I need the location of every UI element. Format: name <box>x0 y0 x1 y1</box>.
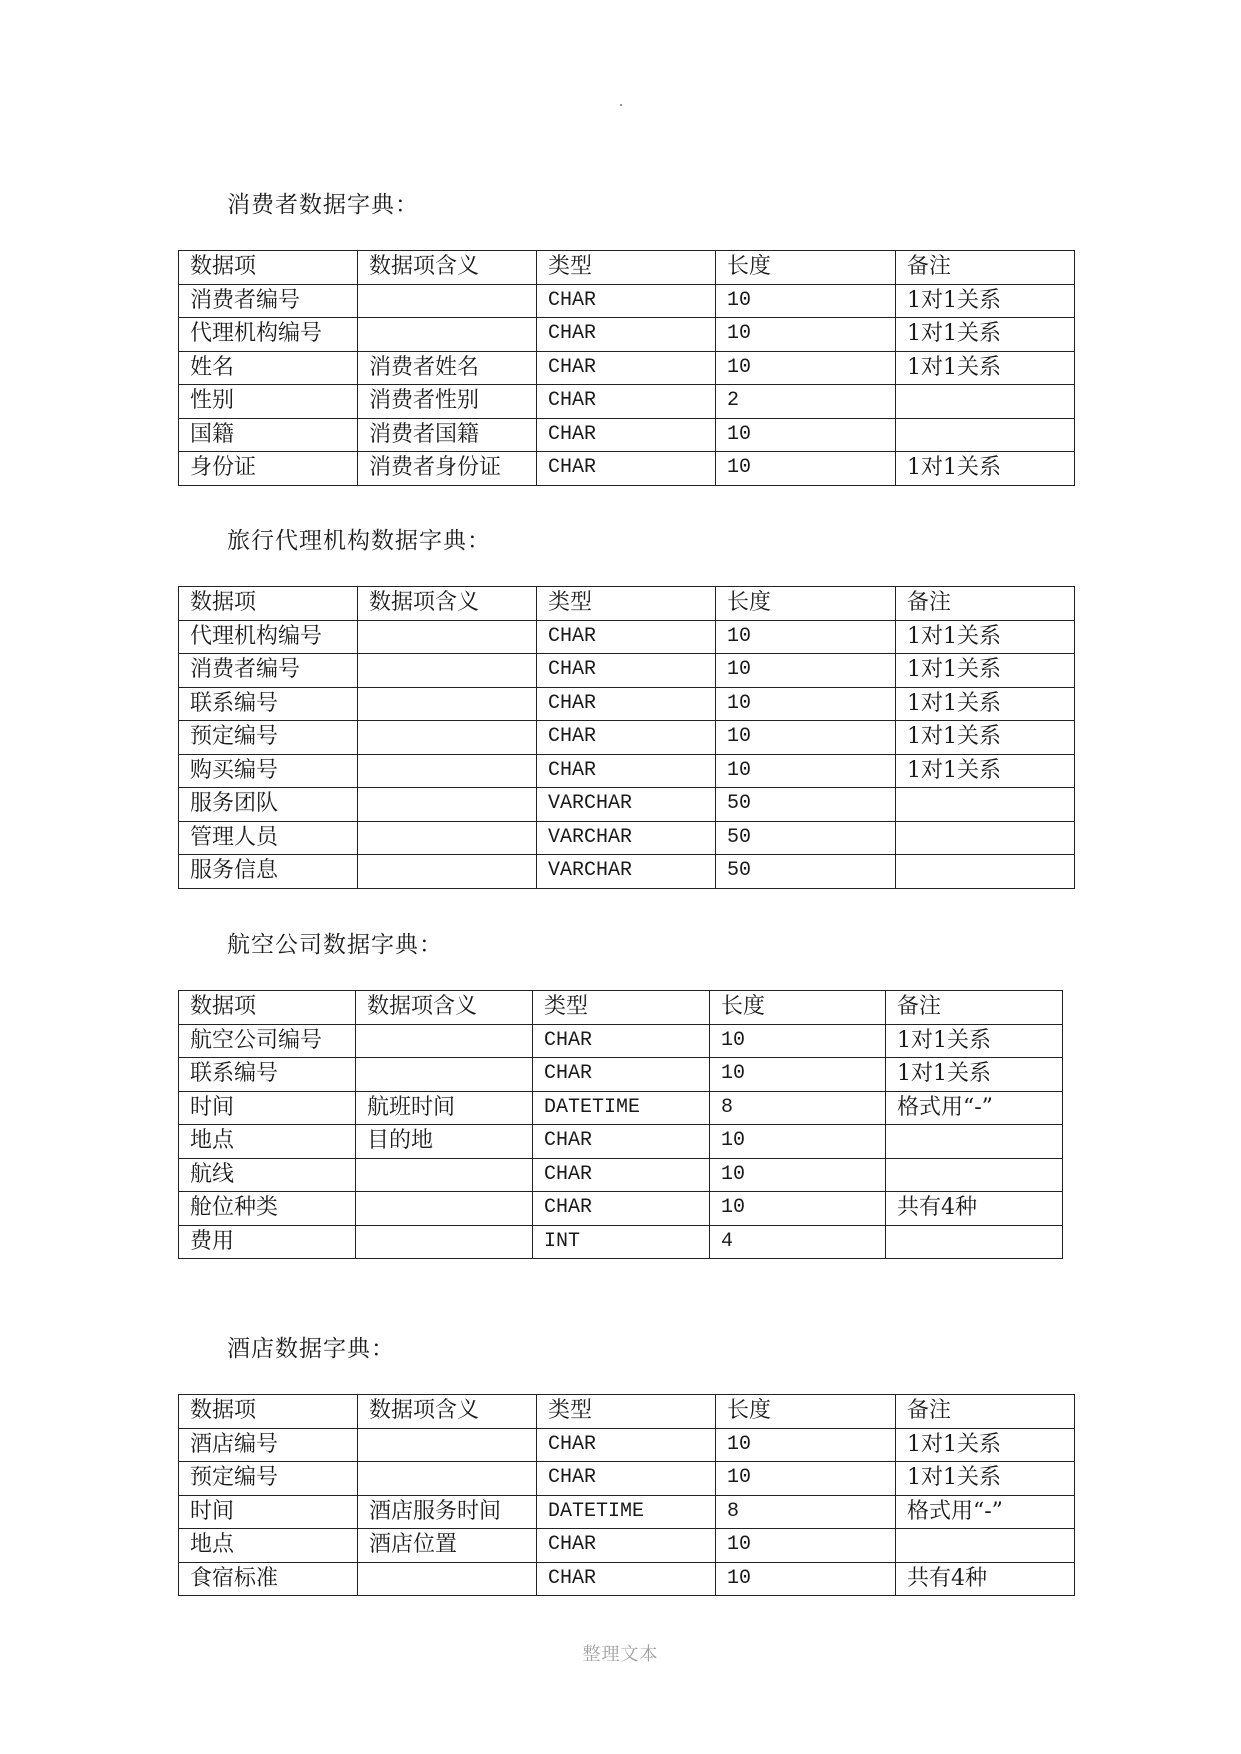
header-cell-item: 数据项 <box>179 587 358 621</box>
cell-meaning: 消费者国籍 <box>358 418 537 452</box>
cell-remark: 共有4种 <box>886 1192 1063 1226</box>
cell-meaning: 消费者姓名 <box>358 351 537 385</box>
table-row <box>179 284 1075 318</box>
table-header-row <box>179 587 1075 621</box>
table-row <box>179 721 1075 755</box>
cell-remark: 1对1关系 <box>896 754 1075 788</box>
header-cell-item: 数据项 <box>179 251 358 285</box>
cell-type: CHAR <box>537 721 716 755</box>
cell-item: 消费者编号 <box>179 654 358 688</box>
table-header-row <box>179 251 1075 285</box>
table-row <box>179 788 1075 822</box>
cell-remark <box>896 418 1075 452</box>
table-row <box>179 1428 1075 1462</box>
table-row <box>179 1225 1063 1259</box>
table-row <box>179 1158 1063 1192</box>
table-row <box>179 754 1075 788</box>
cell-remark: 1对1关系 <box>886 1024 1063 1058</box>
cell-meaning: 酒店位置 <box>358 1529 537 1563</box>
cell-type: DATETIME <box>533 1091 710 1125</box>
cell-remark: 1对1关系 <box>896 620 1075 654</box>
section-heading-travel-agency: 旅行代理机构数据字典： <box>227 528 491 554</box>
cell-item: 地点 <box>179 1125 356 1159</box>
cell-remark: 1对1关系 <box>896 654 1075 688</box>
cell-length: 10 <box>710 1125 886 1159</box>
cell-length: 10 <box>716 754 896 788</box>
cell-remark: 1对1关系 <box>896 1462 1075 1496</box>
table-consumer-dictionary <box>178 250 1075 486</box>
cell-item: 航线 <box>179 1158 356 1192</box>
cell-type: CHAR <box>537 418 716 452</box>
cell-meaning <box>356 1058 533 1092</box>
cell-type: CHAR <box>537 318 716 352</box>
cell-item: 预定编号 <box>179 1462 358 1496</box>
table-row <box>179 1562 1075 1596</box>
cell-length: 10 <box>710 1058 886 1092</box>
cell-length: 10 <box>710 1024 886 1058</box>
header-cell-item: 数据项 <box>179 991 356 1025</box>
cell-length: 10 <box>716 1462 896 1496</box>
cell-type: INT <box>533 1225 710 1259</box>
cell-item: 服务团队 <box>179 788 358 822</box>
table-row <box>179 1529 1075 1563</box>
cell-length: 10 <box>716 351 896 385</box>
cell-meaning <box>356 1192 533 1226</box>
cell-remark: 1对1关系 <box>896 721 1075 755</box>
cell-type: CHAR <box>537 1562 716 1596</box>
cell-remark: 共有4种 <box>896 1562 1075 1596</box>
cell-length: 10 <box>716 1529 896 1563</box>
cell-type: CHAR <box>537 385 716 419</box>
table-row <box>179 687 1075 721</box>
cell-length: 10 <box>716 418 896 452</box>
cell-type: CHAR <box>537 1462 716 1496</box>
table-hotel-dictionary <box>178 1394 1075 1596</box>
cell-item: 性别 <box>179 385 358 419</box>
cell-meaning <box>358 687 537 721</box>
cell-item: 时间 <box>179 1091 356 1125</box>
cell-length: 10 <box>716 687 896 721</box>
cell-remark <box>896 385 1075 419</box>
cell-type: CHAR <box>537 1529 716 1563</box>
cell-remark <box>896 855 1075 889</box>
header-cell-remark: 备注 <box>896 251 1075 285</box>
cell-length: 10 <box>716 452 896 486</box>
table-row <box>179 1125 1063 1159</box>
table-row <box>179 1091 1063 1125</box>
cell-item: 管理人员 <box>179 821 358 855</box>
table-row <box>179 1192 1063 1226</box>
cell-type: CHAR <box>537 687 716 721</box>
table-row <box>179 654 1075 688</box>
table-travel-agency-dictionary <box>178 586 1075 889</box>
cell-remark: 1对1关系 <box>886 1058 1063 1092</box>
cell-item: 身份证 <box>179 452 358 486</box>
cell-meaning <box>358 1462 537 1496</box>
cell-type: CHAR <box>537 620 716 654</box>
cell-meaning <box>356 1024 533 1058</box>
cell-item: 消费者编号 <box>179 284 358 318</box>
cell-meaning: 酒店服务时间 <box>358 1495 537 1529</box>
cell-meaning <box>356 1225 533 1259</box>
cell-item: 航空公司编号 <box>179 1024 356 1058</box>
cell-item: 服务信息 <box>179 855 358 889</box>
cell-meaning <box>358 754 537 788</box>
table-row <box>179 855 1075 889</box>
cell-item: 食宿标准 <box>179 1562 358 1596</box>
header-cell-remark: 备注 <box>896 1395 1075 1429</box>
cell-meaning <box>358 284 537 318</box>
cell-remark: 1对1关系 <box>896 318 1075 352</box>
page-footer: 整理文本 <box>582 1644 659 1665</box>
header-cell-length: 长度 <box>716 251 896 285</box>
cell-remark: 1对1关系 <box>896 351 1075 385</box>
cell-meaning <box>358 318 537 352</box>
section-heading-airline: 航空公司数据字典： <box>227 932 443 958</box>
cell-item: 地点 <box>179 1529 358 1563</box>
cell-remark <box>896 1529 1075 1563</box>
cell-type: CHAR <box>537 452 716 486</box>
cell-meaning: 目的地 <box>356 1125 533 1159</box>
cell-length: 10 <box>716 721 896 755</box>
cell-type: CHAR <box>537 1428 716 1462</box>
cell-length: 2 <box>716 385 896 419</box>
header-cell-type: 类型 <box>537 587 716 621</box>
table-row <box>179 1462 1075 1496</box>
cell-meaning <box>358 855 537 889</box>
cell-meaning <box>358 620 537 654</box>
table-row <box>179 318 1075 352</box>
cell-meaning: 航班时间 <box>356 1091 533 1125</box>
cell-length: 8 <box>710 1091 886 1125</box>
cell-remark <box>886 1225 1063 1259</box>
cell-item: 预定编号 <box>179 721 358 755</box>
cell-remark: 格式用“-” <box>886 1091 1063 1125</box>
table-header-row <box>179 1395 1075 1429</box>
header-cell-meaning: 数据项含义 <box>356 991 533 1025</box>
header-cell-meaning: 数据项含义 <box>358 251 537 285</box>
cell-item: 代理机构编号 <box>179 620 358 654</box>
page-marker-dot <box>620 104 622 106</box>
cell-meaning <box>358 654 537 688</box>
cell-type: CHAR <box>537 351 716 385</box>
cell-item: 时间 <box>179 1495 358 1529</box>
cell-meaning: 消费者身份证 <box>358 452 537 486</box>
header-cell-remark: 备注 <box>896 587 1075 621</box>
table-airline-dictionary <box>178 990 1063 1259</box>
cell-length: 10 <box>710 1158 886 1192</box>
cell-remark: 1对1关系 <box>896 452 1075 486</box>
cell-remark <box>886 1125 1063 1159</box>
cell-type: CHAR <box>533 1158 710 1192</box>
cell-type: CHAR <box>537 284 716 318</box>
header-cell-meaning: 数据项含义 <box>358 587 537 621</box>
header-cell-remark: 备注 <box>886 991 1063 1025</box>
cell-item: 费用 <box>179 1225 356 1259</box>
header-cell-meaning: 数据项含义 <box>358 1395 537 1429</box>
header-cell-length: 长度 <box>716 1395 896 1429</box>
cell-type: CHAR <box>537 654 716 688</box>
header-cell-item: 数据项 <box>179 1395 358 1429</box>
table-row <box>179 418 1075 452</box>
cell-item: 姓名 <box>179 351 358 385</box>
cell-length: 10 <box>716 1562 896 1596</box>
table-row <box>179 351 1075 385</box>
table-row <box>179 1058 1063 1092</box>
header-cell-length: 长度 <box>710 991 886 1025</box>
cell-meaning: 消费者性别 <box>358 385 537 419</box>
cell-remark: 1对1关系 <box>896 687 1075 721</box>
table-header-row <box>179 991 1063 1025</box>
cell-length: 10 <box>716 318 896 352</box>
table-row <box>179 1495 1075 1529</box>
header-cell-type: 类型 <box>533 991 710 1025</box>
table-row <box>179 1024 1063 1058</box>
cell-length: 10 <box>710 1192 886 1226</box>
header-cell-type: 类型 <box>537 251 716 285</box>
cell-remark <box>896 788 1075 822</box>
cell-item: 联系编号 <box>179 687 358 721</box>
cell-length: 4 <box>710 1225 886 1259</box>
cell-item: 国籍 <box>179 418 358 452</box>
cell-remark: 格式用“-” <box>896 1495 1075 1529</box>
cell-type: DATETIME <box>537 1495 716 1529</box>
cell-length: 10 <box>716 620 896 654</box>
table-row <box>179 821 1075 855</box>
table-row <box>179 452 1075 486</box>
cell-length: 50 <box>716 855 896 889</box>
cell-item: 联系编号 <box>179 1058 356 1092</box>
cell-meaning <box>358 1562 537 1596</box>
cell-remark <box>886 1158 1063 1192</box>
cell-meaning <box>358 1428 537 1462</box>
cell-meaning <box>356 1158 533 1192</box>
cell-type: CHAR <box>533 1192 710 1226</box>
cell-length: 8 <box>716 1495 896 1529</box>
table-row <box>179 385 1075 419</box>
cell-length: 10 <box>716 1428 896 1462</box>
cell-type: CHAR <box>533 1024 710 1058</box>
header-cell-type: 类型 <box>537 1395 716 1429</box>
cell-item: 购买编号 <box>179 754 358 788</box>
cell-type: VARCHAR <box>537 855 716 889</box>
cell-meaning <box>358 721 537 755</box>
cell-meaning <box>358 788 537 822</box>
cell-remark: 1对1关系 <box>896 284 1075 318</box>
cell-length: 10 <box>716 284 896 318</box>
header-cell-length: 长度 <box>716 587 896 621</box>
cell-type: VARCHAR <box>537 821 716 855</box>
cell-item: 代理机构编号 <box>179 318 358 352</box>
cell-length: 50 <box>716 821 896 855</box>
table-row <box>179 620 1075 654</box>
cell-remark: 1对1关系 <box>896 1428 1075 1462</box>
cell-meaning <box>358 821 537 855</box>
section-heading-hotel: 酒店数据字典： <box>227 1336 395 1362</box>
cell-type: CHAR <box>533 1125 710 1159</box>
cell-length: 10 <box>716 654 896 688</box>
cell-type: CHAR <box>533 1058 710 1092</box>
section-heading-consumer: 消费者数据字典： <box>227 192 419 218</box>
cell-item: 酒店编号 <box>179 1428 358 1462</box>
cell-type: VARCHAR <box>537 788 716 822</box>
cell-type: CHAR <box>537 754 716 788</box>
cell-remark <box>896 821 1075 855</box>
cell-length: 50 <box>716 788 896 822</box>
cell-item: 舱位种类 <box>179 1192 356 1226</box>
